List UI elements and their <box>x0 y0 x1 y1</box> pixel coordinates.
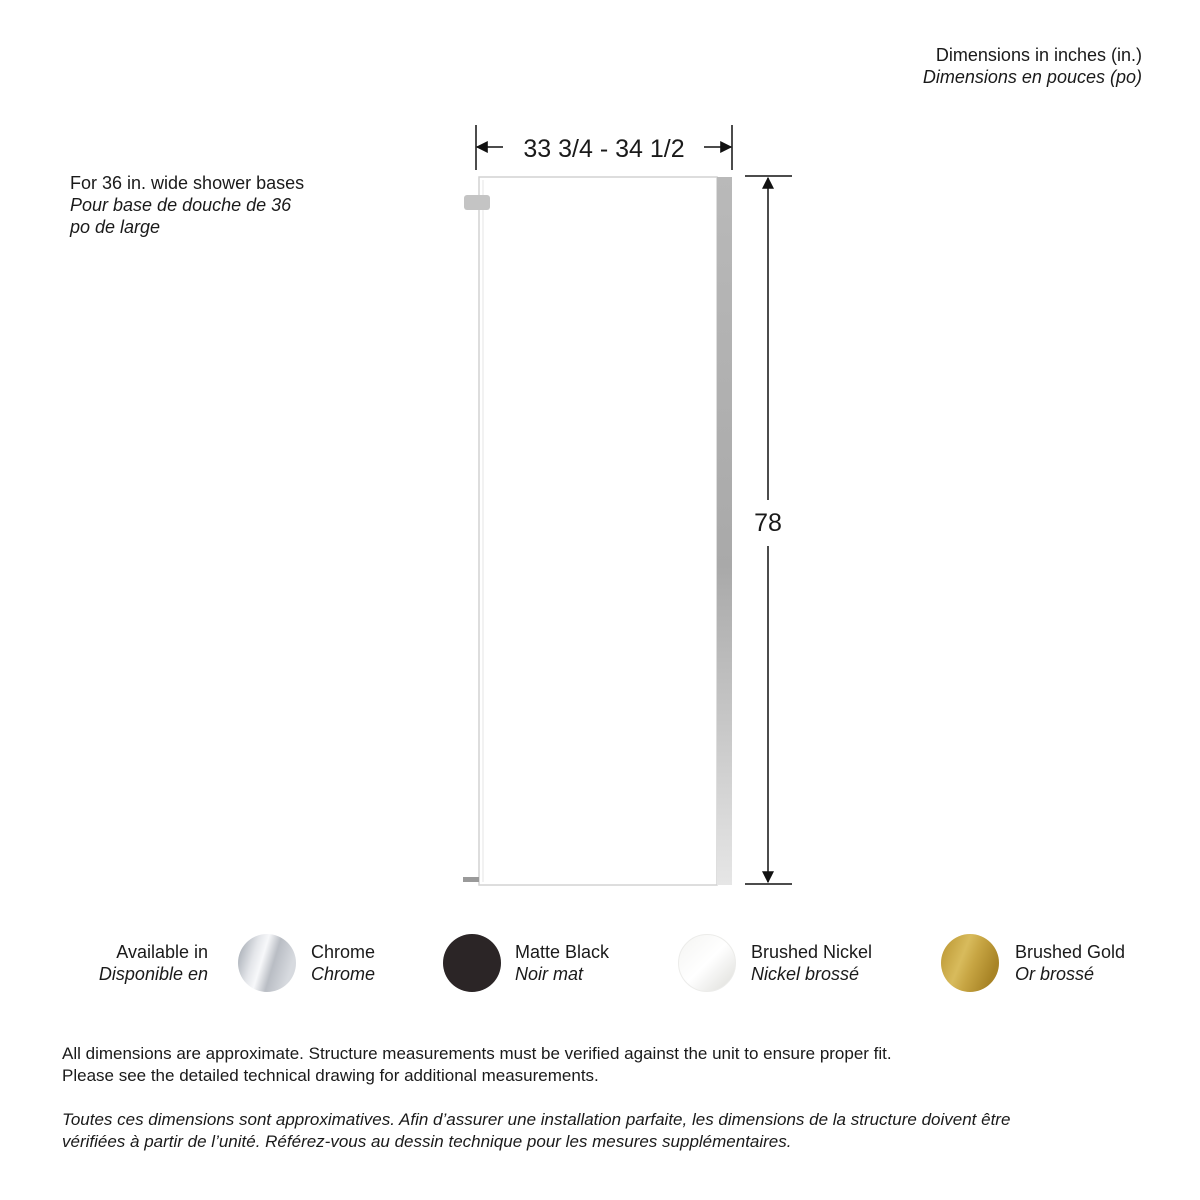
finish-label-brushed-nickel <box>751 941 872 985</box>
width-dimension <box>476 125 732 170</box>
width-label: 33 3/4 - 34 1/2 <box>523 135 685 163</box>
availability-label-fr: Disponible en <box>98 964 208 984</box>
finish-name-en: Chrome <box>311 942 376 962</box>
units-note-fr: Dimensions en pouces (po) <box>922 67 1142 87</box>
disclaimer <box>62 1043 1162 1153</box>
availability-label <box>0 941 208 985</box>
availability-label-en: Available in <box>116 942 208 962</box>
bottom-clip <box>463 877 479 882</box>
wall-profile <box>717 177 732 885</box>
fit-note-en: For 36 in. wide shower bases <box>70 173 305 193</box>
finish-name-en: Brushed Nickel <box>751 942 873 962</box>
finish-name-en: Brushed Gold <box>1015 942 1126 962</box>
disclaimer-en-line1: All dimensions are approximate. Structure measurements must be verified against the unit to ensure proper fit. <box>62 1044 892 1063</box>
finish-swatch-matte-black <box>443 934 501 992</box>
finish-name-fr: Nickel brossé <box>751 964 860 984</box>
finish-name-en: Matte Black <box>515 942 610 962</box>
height-dimension <box>745 176 792 884</box>
units-note-en: Dimensions in inches (in.) <box>935 45 1142 65</box>
finish-name-fr: Or brossé <box>1015 964 1095 984</box>
finish-label-chrome <box>311 941 375 985</box>
finish-label-matte-black <box>515 941 609 985</box>
finish-swatch-brushed-gold <box>941 934 999 992</box>
finish-swatch-brushed-nickel <box>678 934 736 992</box>
glass-panel <box>479 177 717 885</box>
disclaimer-fr-line1: Toutes ces dimensions sont approximatives. Afin d’assurer une installation parfaite, les dimensions de la structure doivent être <box>62 1110 1011 1129</box>
finish-name-fr: Noir mat <box>515 964 584 984</box>
fit-note-fr-line2: po de large <box>70 217 161 237</box>
disclaimer-fr-line2: vérifiées à partir de l’unité. Référez-vous au dessin technique pour les mesures supplémentaires. <box>62 1132 792 1151</box>
disclaimer-en-line2: Please see the detailed technical drawing for additional measurements. <box>62 1066 599 1085</box>
top-clip <box>464 195 490 210</box>
finish-swatch-chrome <box>238 934 296 992</box>
finish-label-brushed-gold <box>1015 941 1125 985</box>
height-label: 78 <box>754 509 782 537</box>
fit-note-fr-line1: Pour base de douche de 36 <box>70 195 292 215</box>
finish-name-fr: Chrome <box>311 964 376 984</box>
